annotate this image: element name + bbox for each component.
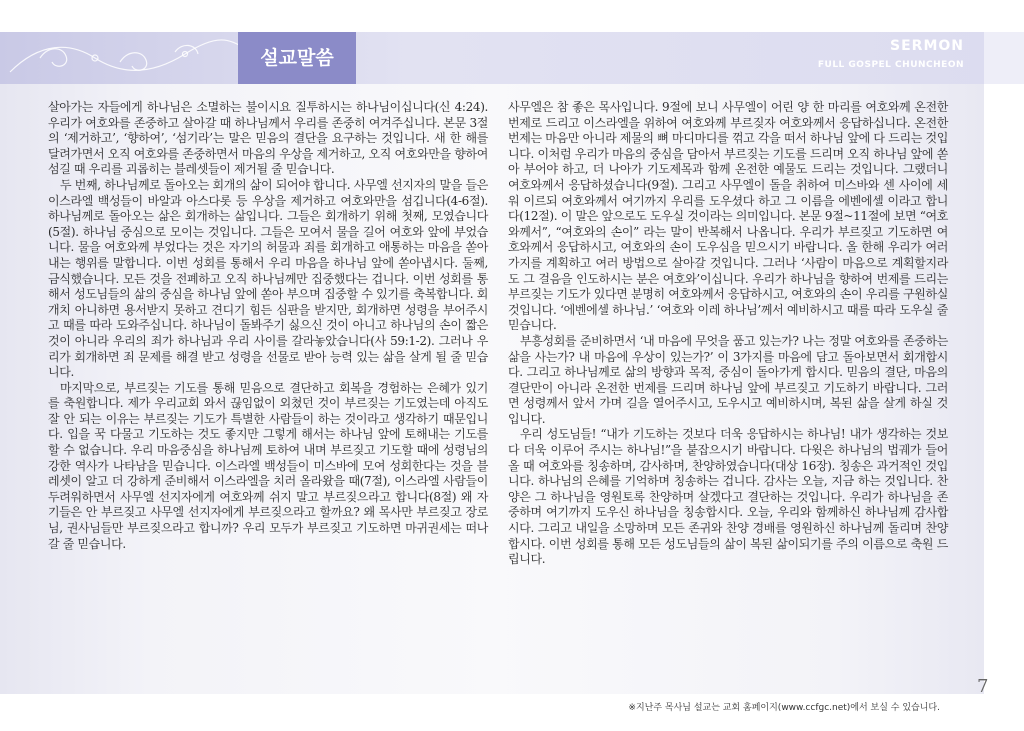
section-label [818, 38, 964, 70]
page-number: 7 [977, 676, 989, 697]
sermon-left-column [48, 100, 488, 552]
header-banner [0, 32, 1024, 84]
page-title: 설교말씀 [238, 32, 356, 84]
paragraph: 부흥성회를 준비하면서 ‘내 마음에 무엇을 품고 있는가? 나는 정말 여호와를 존중하는 삶을 사는가? 내 마음에 우상이 있는가?’ 이 3가지를 마음에 담고 돌아보면서 회개합시다. 그리고 하나님께로 삶의 방향과 목적, 중심이 돌아가게 합시다. 믿음의 결단, 마음의 결단만이 아니라 온전한 번제를 드리며 하나님 앞에 부르짖고 기도하기 바랍니다. 그러면 성령께서 앞서 가며 길을 열어주시고, 도우시고 예비하시며, 복된 삶을 살게 하실 것입니다. [508, 333, 948, 426]
page-edge-tab [984, 32, 1024, 84]
paragraph: 사무엘은 참 좋은 목사입니다. 9절에 보니 사무엘이 어린 양 한 마리를 여호와께 온전한 번제로 드리고 이스라엘을 위하여 여호와께 부르짖자 여호와께서 응답하십니다. 온전한 번제는 마음만 아니라 제물의 뼈 마디마디를 꺾고 각을 떠서 하나님 앞에 다 드리는 것입니다. 이처럼 우리가 마음의 중심을 담아서 부르짖는 기도를 드리며 오직 하나님 앞에 쏟아 부어야 하고, 더 나아가 기도제목과 함께 온전한 예물도 드리는 것입니다. 그랬더니 여호와께서 응답하셨습니다(9절). 그리고 사무엘이 돌을 취하여 미스바와 센 사이에 세워 이르되 여호와께서 여기까지 우리를 도우셨다 하고 그 이름을 에벤에셀 이라고 합니다(12절). 이 말은 앞으로도 도우실 것이라는 의미입니다. 본문 9절~11절에 보면 “여호와께서”, “여호와의 손이” 라는 말이 반복해서 나옵니다. 우리가 부르짖고 기도하면 여호와께서 응답하시고, 여호와의 손이 도우심을 믿으시기 바랍니다. 올 한해 우리가 여러 가지를 계획하고 여러 방법으로 살아갈 것입니다. 그러나 ‘사람이 마음으로 계획할지라도 그 걸음을 인도하시는 분은 여호와’이십니다. 우리가 하나님을 향하여 번제를 드리는 부르짖는 기도가 있다면 분명히 여호와께서 응답하시고, 여호와의 손이 우리를 구원하실 것입니다. ‘에벤에셀 하나님.’ ‘여호와 이레 하나님’께서 예비하시고 때를 따라 도우실 줄 믿습니다. [508, 100, 948, 333]
section-name: SERMON [890, 38, 964, 54]
paragraph: 우리 성도님들! “내가 기도하는 것보다 더욱 응답하시는 하나님! 내가 생각하는 것보다 더욱 이루어 주시는 하나님!”을 붙잡으시기 바랍니다. 다윗은 하나님의 법궤가 들어올 때 여호와를 칭송하며, 감사하며, 찬양하였습니다(대상 16장). 칭송은 과거적인 것입니다. 하나님의 은혜를 기억하며 칭송하는 겁니다. 감사는 오늘, 지금 하는 것입니다. 찬양은 그 하나님을 영원토록 찬양하며 살겠다고 결단하는 것입니다. 우리가 하나님을 존중하며 여기까지 도우신 하나님을 칭송합시다. 오늘, 우리와 함께하신 하나님께 감사합시다. 그리고 내일을 소망하며 모든 존귀와 찬양 경배를 영원하신 하나님께 돌리며 찬양합시다. 이번 성회를 통해 모든 성도님들의 삶이 복된 삶이되기를 주의 이름으로 축원 드립니다. [508, 427, 948, 567]
floral-ornament-icon [0, 32, 250, 84]
paragraph: 살아가는 자들에게 하나님은 소멸하는 불이시요 질투하시는 하나님이십니다(신 4:24). 우리가 여호와를 존중하고 살아갈 때 하나님께서 우리를 존중히 여겨주십니다. 본문 3절의 ‘제거하고’, ‘향하여’, ‘섬기라’는 말은 믿음의 결단을 요구하는 것입니다. 새 한 해를 달려가면서 오직 여호와를 존중하면서 마음의 우상을 제거하고, 오직 여호와만을 향하여 섬길 때 우리를 괴롭히는 블레셋들이 제거될 줄 믿습니다. [48, 100, 488, 177]
paragraph: 두 번째, 하나님께로 돌아오는 회개의 삶이 되어야 합니다. 사무엘 선지자의 말을 들은 이스라엘 백성들이 바알과 아스다롯 등 우상을 제거하고 여호와만을 섬깁니다(4-6절). 하나님께로 돌아오는 삶은 회개하는 삶입니다. 그들은 회개하기 위해 첫째, 모였습니다(5절). 하나님 중심으로 모이는 것입니다. 그들은 모여서 물을 길어 여호와 앞에 부었습니다. 물을 여호와께 부었다는 것은 자기의 허물과 죄를 회개하고 애통하는 마음을 쏟아내는 행위를 말합니다. 이번 성회를 통해서 우리 마음을 하나님 앞에 쏟아냅시다. 둘째, 금식했습니다. 모든 것을 전폐하고 오직 하나님께만 집중했다는 겁니다. 이번 성회를 통해서 성도님들의 삶의 중심을 하나님 앞에 쏟아 부으며 집중할 수 있기를 축복합니다. 회개치 아니하면 용서받지 못하고 견디기 힘든 심판을 받지만, 회개하면 성령을 부어주시고 때를 따라 도와주십니다. 하나님이 돌봐주기 싫으신 것이 아니고 하나님의 손이 짧은 것이 아니라 우리의 죄가 하나님과 우리 사이를 갈라놓았습니다(사 59:1-2). 그러나 우리가 회개하면 죄 문제를 해결 받고 성령을 선물로 받아 능력 있는 삶을 살게 될 줄 믿습니다. [48, 177, 488, 380]
paragraph: 마지막으로, 부르짖는 기도를 통해 믿음으로 결단하고 회복을 경험하는 은혜가 있기를 축원합니다. 제가 우리교회 와서 끊임없이 외쳤던 것이 부르짖는 기도였는데 아직도 잘 안 되는 이유는 부르짖는 기도가 특별한 사람들이 하는 것이라고 생각하기 때문입니다. 입을 꾹 다물고 기도하는 것도 좋지만 그렇게 해서는 하나님 앞에 토해내는 기도를 할 수 없습니다. 우리 마음중심을 하나님께 토하여 내며 부르짖고 기도할 때에 성령님의 강한 역사가 나타남을 믿습니다. 이스라엘 백성들이 미스바에 모여 성회한다는 것을 블레셋이 알고 더 강하게 준비해서 이스라엘을 치러 올라왔을 때(7절), 이스라엘 사람들이 두려워하면서 사무엘 선지자에게 여호와께 쉬지 말고 부르짖으라고 합니다(8절) 왜 자기들은 안 부르짖고 사무엘 선지자에게 부르짖으라고 할까요? 왜 목사만 부르짖고 장로님, 권사님들만 부르짖으라고 합니까? 우리 모두가 부르짖고 기도하면 마귀권세는 떠나갈 줄 믿습니다. [48, 380, 488, 551]
sermon-right-column [508, 100, 948, 568]
footnote: ※지난주 목사님 설교는 교회 홈페이지(www.ccfgc.net)에서 보실 수 있습니다. [628, 703, 940, 713]
church-name: FULL GOSPEL CHUNCHEON [817, 60, 964, 70]
